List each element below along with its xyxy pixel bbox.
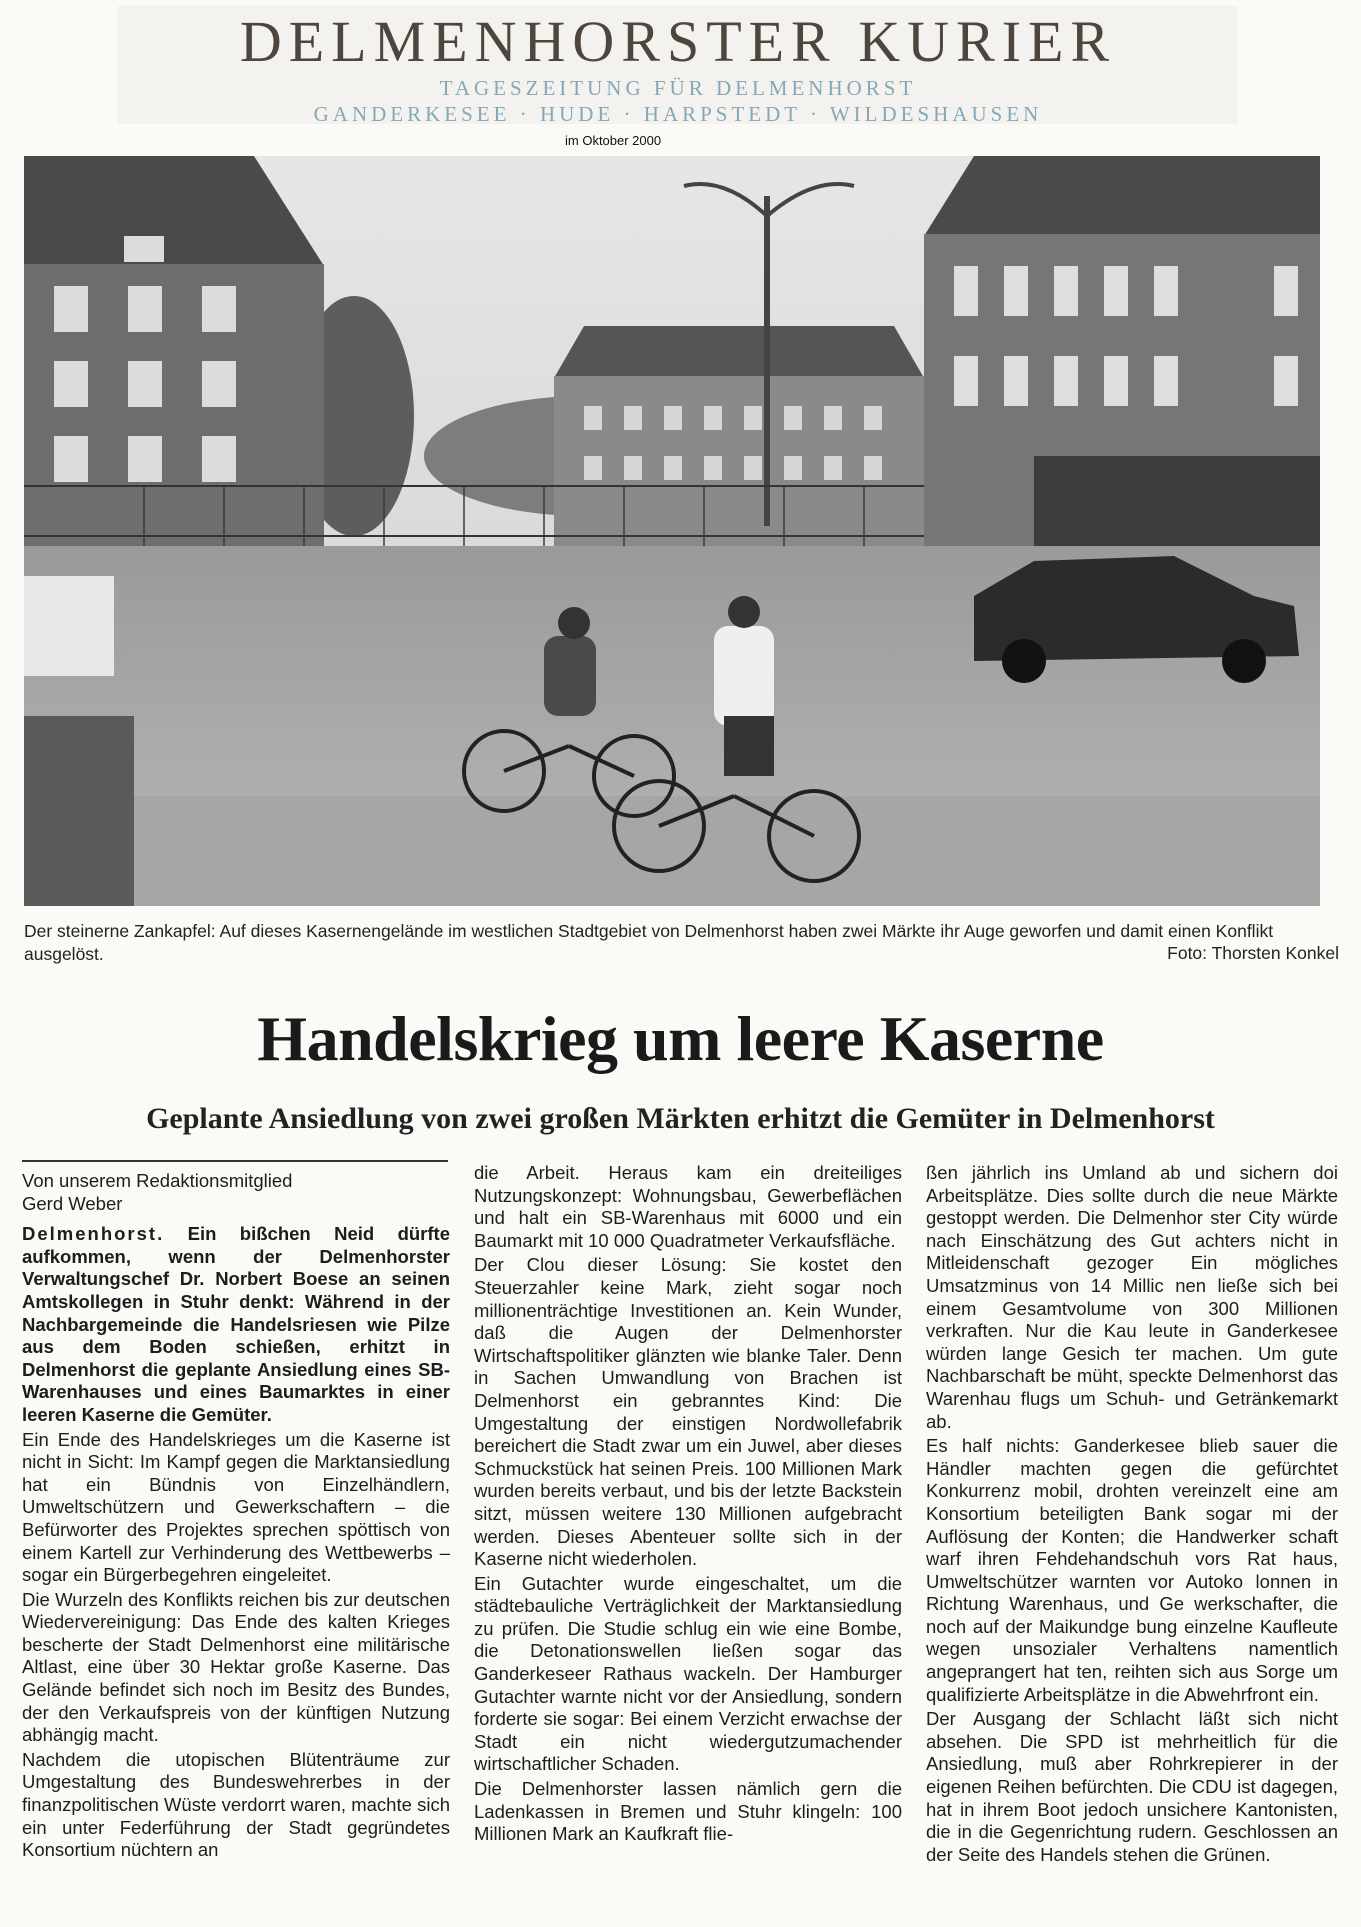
photo-credit: Foto: Thorsten Konkel [1167, 943, 1339, 963]
date-note: im Oktober 2000 [565, 133, 662, 148]
newspaper-regions: GANDERKESEE · HUDE · HARPSTEDT · WILDESHAUSEN [313, 102, 1043, 126]
byline-role: Von unserem Redaktionsmitglied [22, 1170, 293, 1191]
paragraph: Der Ausgang der Schlacht läßt sich nicht absehen. Die SPD ist mehrheitlich für die Ansiedlung, muß aber Rohrkrepierer in der eigenen Reihen befürchten. Die CDU ist dagegen, hat in ihrem Boot jedoch unsichere Kantonisten, die in die Gegenrichtung rudern. Geschlossen an der Seite des Handels stehen die Grünen. [926, 1708, 1338, 1865]
byline [22, 1170, 450, 1215]
article-column-3 [926, 1162, 1338, 1866]
paragraph: Es half nichts: Ganderkesee blieb sauer die Händler machten gegen die gefürchtet Konkurrenz mobil, drohten vereinzelt eine am Konsortium beteiligten Bank sogar mi der Auflösung der Konten; die Handwerker schaft warf ihren Fehdehandschuh vors Rat haus, Umweltschützer warnten vor Autoko lonnen in Richtung Warenhaus, und Ge werkschafter, die noch auf der Maikundge bung einzelne Kaufleute wegen unsozialer Verhaltens namentlich angeprangert hat ten, reihten sich aus Sorge um qualifizierte Arbeitsplätze in die Abwehrfront ein. [926, 1435, 1338, 1705]
paragraph: die Arbeit. Heraus kam ein dreiteiliges Nutzungskonzept: Wohnungsbau, Gewerbeflächen und halt ein SB-Warenhaus mit 6000 und ein Baumarkt mit 10 000 Quadratmeter Verkaufsfläche. [474, 1162, 902, 1251]
subheadline: Geplante Ansiedlung von zwei großen Märkten erhitzt die Gemüter in Delmenhorst [146, 1102, 1215, 1135]
masthead [118, 6, 1238, 124]
headline: Handelskrieg um leere Kaserne [257, 1003, 1104, 1074]
divider [22, 1160, 448, 1162]
byline-author: Gerd Weber [22, 1192, 123, 1214]
paragraph: Die Wurzeln des Konflikts reichen bis zur deutschen Wiedervereinigung: Das Ende des kalten Krieges bescherte der Stadt Delmenhorst eine militärische Altlast, eine über 30 Hektar große Kaserne. Das Gelände befindet sich noch im Besitz des Bundes, der den Verkaufspreis von der künftigen Nutzung abhängig macht. [22, 1588, 450, 1746]
article-column-1 [22, 1170, 450, 1862]
dateline: Delmenhorst. [22, 1223, 165, 1245]
lead-text: Ein bißchen Neid dürfte aufkommen, wenn der Delmenhorster Verwaltungschef Dr. Norbert Boese an seinen Amtskollegen in Stuhr denkt: Während in der Nachbargemeinde die Handelsriesen wie Pilze aus dem Boden schießen, erhitzt in Delmenhorst die geplante Ansiedlung eines SB-Warenhauses und eines Baumarktes in einer leeren Kaserne die Gemüter. [22, 1223, 450, 1425]
newspaper-title: DELMENHORSTER KURIER [239, 9, 1117, 74]
paragraph: ßen jährlich ins Umland ab und sichern doi Arbeitsplätze. Dies sollte durch die neue Märkte gestoppt werden. Die Delmenhor ster City würde nach Einschätzung des Gut achters nicht in Mitleidenschaft gezoger Ein mögliches Umsatzminus von 14 Millic nen ließe sich bei einem Gesamtvolume von 300 Millionen verkraften. Nur die Kau leute in Ganderkesee würden lange Gesich ter machen. Um gute Nachbarschaft be müht, speckte Delmenhorst das Warenhau flugs um Schuh- und Getränkemarkt ab. [926, 1162, 1338, 1432]
paragraph: Ein Gutachter wurde eingeschaltet, um die städtebauliche Verträglichkeit der Marktansiedlung zu prüfen. Die Studie schlug ein wie eine Bombe, die Detonationswellen ließen sogar das Ganderkeseer Rathaus wackeln. Der Hamburger Gutachter warnte nicht vor der Ansiedlung, sondern forderte sie sogar: Bei einem Verzicht erwachse der Stadt ein nicht wiedergutzumachender wirtschaftlicher Schaden. [474, 1572, 902, 1775]
article-column-2 [474, 1162, 902, 1846]
paragraph: Ein Ende des Handelskrieges um die Kaserne ist nicht in Sicht: Im Kampf gegen die Marktansiedlung hat ein Bündnis von Einzelhändlern, Umweltschützern und Gewerkschaftern – die Befürworter des Projektes sprechen spöttisch von einem Kartell zur Verhinderung des Wettbewerbs – sogar ein Bürgerbegehren eingeleitet. [22, 1428, 450, 1586]
paragraph: Nachdem die utopischen Blütenträume zur Umgestaltung des Bundeswehrerbes in der finanzpolitischen Wüste verdorrt waren, machte sich ein unter Federführung der Stadt gegründetes Konsortium nüchtern an [22, 1748, 450, 1861]
paragraph: Die Delmenhorster lassen nämlich gern die Ladenkassen in Bremen und Stuhr klingeln: 100 Millionen Mark an Kaufkraft flie- [474, 1778, 902, 1845]
article-photo [24, 156, 1320, 906]
photo-illustration [24, 156, 1320, 906]
newspaper-subtitle: TAGESZEITUNG FÜR DELMENHORST [439, 76, 917, 100]
paragraph: Der Clou dieser Lösung: Sie kostet den Steuerzahler keine Mark, zieht sogar noch millionenträchtige Investitionen an. Kein Wunder, daß die Augen der Delmenhorster Wirtschaftspolitiker glänzten wie blanke Taler. Denn in Sachen Umwandlung von Brachen ist Delmenhorst ein gebranntes Kind: Die Umgestaltung der einstigen Nordwollefabrik bereichert die Stadt zwar um ein Juwel, aber dieses Schmuckstück hat seinen Preis. 100 Millionen Mark wurden bereits verbaut, und bis der letzte Backstein sitzt, müssen weitere 130 Millionen aufgebracht werden. Dieses Abenteuer sollte sich in der Kaserne nicht wiederholen. [474, 1254, 902, 1570]
lead-paragraph [22, 1223, 450, 1426]
photo-caption: Der steinerne Zankapfel: Auf dieses Kasernengelände im westlichen Stadtgebiet von Delmenhorst haben zwei Märkte ihr Auge geworfen und damit einen Konflikt ausgelöst. [24, 921, 1274, 964]
